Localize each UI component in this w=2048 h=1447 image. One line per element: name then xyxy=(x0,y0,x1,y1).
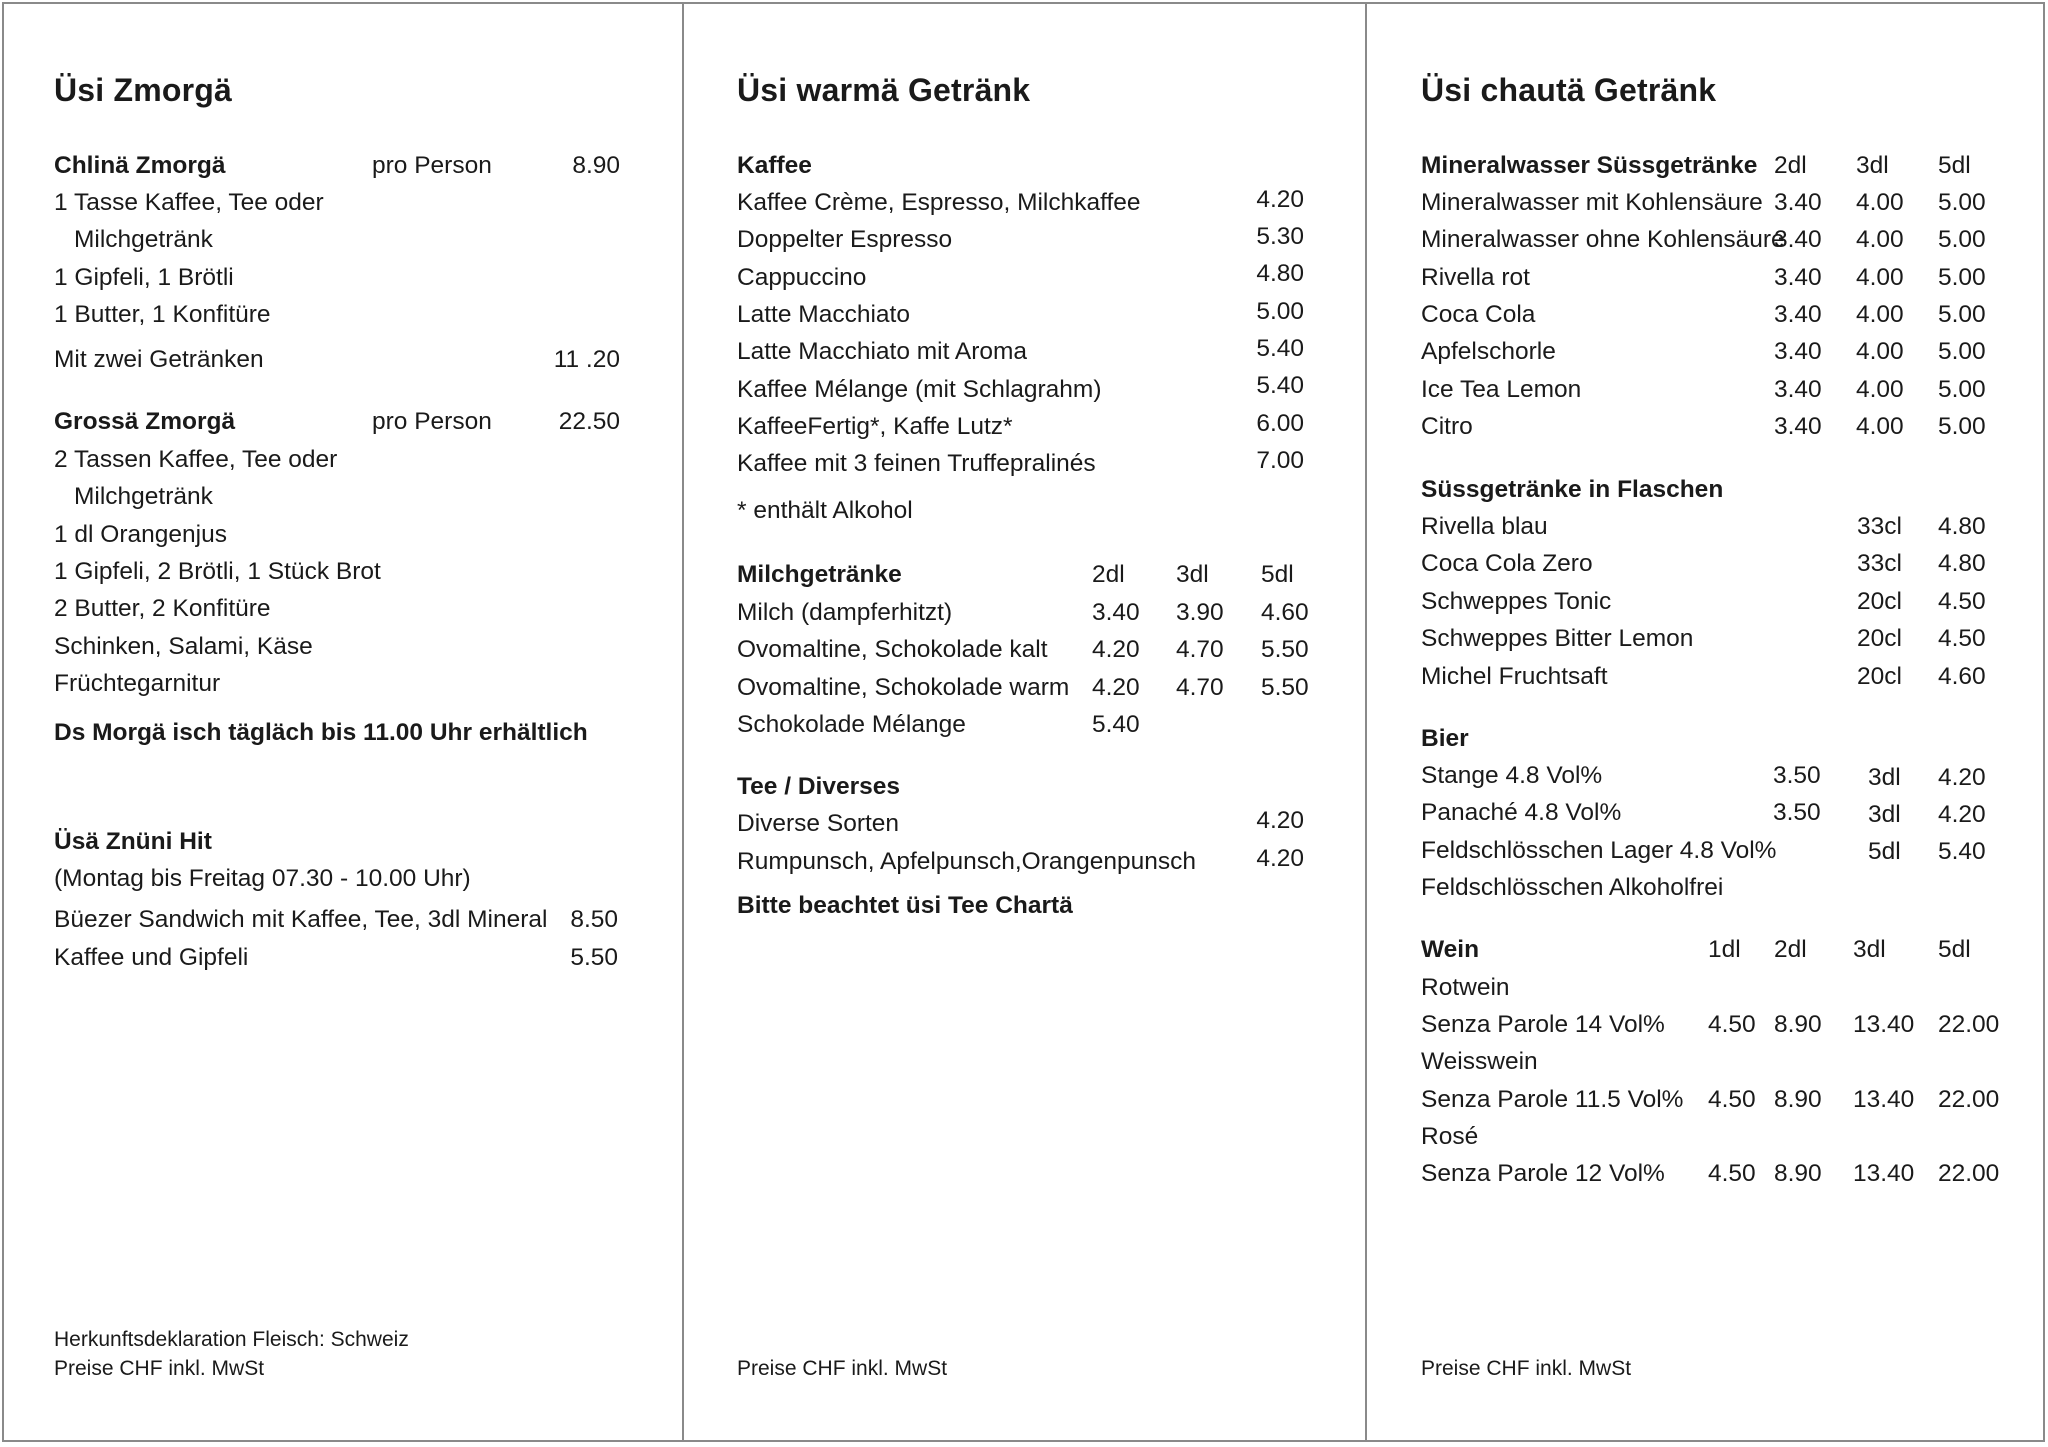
size-header: 2dl xyxy=(1774,936,1807,963)
subsection-title: Tee / Diverses xyxy=(737,773,900,800)
menu-item-name: Senza Parole 11.5 Vol% xyxy=(1421,1086,1684,1113)
menu-item-name: Senza Parole 14 Vol% xyxy=(1421,1011,1665,1038)
subsection-title: Süssgetränke in Flaschen xyxy=(1421,476,1724,503)
menu-item-price: 8.90 xyxy=(1774,1160,1822,1187)
wine-type: Weisswein xyxy=(1421,1048,1538,1075)
item-price: 22.50 xyxy=(558,408,620,435)
menu-item-price: 4.60 xyxy=(1938,663,1986,690)
menu-item-name: Doppelter Espresso xyxy=(737,226,953,253)
section-heading: Üsi Zmorgä xyxy=(54,72,233,108)
menu-item-price: 5.00 xyxy=(1938,338,1986,365)
item-line: Milchgetränk xyxy=(74,226,213,253)
menu-item-price: 7.00 xyxy=(1256,447,1304,474)
menu-item-name: Coca Cola xyxy=(1421,301,1536,328)
menu-item-price: 4.20 xyxy=(1938,764,1986,791)
menu-item-price: 3.40 xyxy=(1774,226,1822,253)
item-line: 1 Gipfeli, 1 Brötli xyxy=(54,264,234,291)
menu-item-price: 3.40 xyxy=(1774,376,1822,403)
menu-item-price: 3.40 xyxy=(1774,338,1822,365)
size-header: 5dl xyxy=(1938,936,1971,963)
menu-item-price: 5.40 xyxy=(1092,711,1140,738)
menu-item-name: Kaffee und Gipfeli xyxy=(54,944,249,971)
item-title: Grossä Zmorgä xyxy=(54,408,236,435)
menu-item-price: 13.40 xyxy=(1853,1160,1915,1187)
menu-item-name: Cappuccino xyxy=(737,264,867,291)
menu-item-price: 4.00 xyxy=(1856,376,1904,403)
menu-item-price: 4.00 xyxy=(1856,226,1904,253)
footer-line: Preise CHF inkl. MwSt xyxy=(737,1357,948,1380)
menu-item-price: 4.20 xyxy=(1256,186,1304,213)
menu-item-name: KaffeeFertig*, Kaffe Lutz* xyxy=(737,413,1013,440)
subsection-title: Mineralwasser Süssgetränke xyxy=(1421,152,1758,179)
footer-line: Preise CHF inkl. MwSt xyxy=(1421,1357,1632,1380)
menu-item-price: 4.00 xyxy=(1856,189,1904,216)
wine-type: Rotwein xyxy=(1421,974,1510,1001)
menu-item-price: 13.40 xyxy=(1853,1086,1915,1113)
size-header: 3dl xyxy=(1853,936,1886,963)
menu-item-price: 4.50 xyxy=(1938,588,1986,615)
menu-item-price: 5.50 xyxy=(1261,674,1309,701)
item-extra-label: Mit zwei Getränken xyxy=(54,346,264,373)
size-header: 5dl xyxy=(1938,152,1971,179)
menu-item-price: 5.00 xyxy=(1938,226,1986,253)
menu-item-price: 4.70 xyxy=(1176,674,1224,701)
menu-item-name: Coca Cola Zero xyxy=(1421,550,1593,577)
menu-item-price-small: 3.50 xyxy=(1773,762,1821,789)
menu-item-price: 3.40 xyxy=(1774,301,1822,328)
menu-item-price: 4.50 xyxy=(1708,1160,1756,1187)
menu-item-name: Ice Tea Lemon xyxy=(1421,376,1582,403)
menu-item-name: Latte Macchiato mit Aroma xyxy=(737,338,1028,365)
item-title: Chlinä Zmorgä xyxy=(54,152,226,179)
item-line: 1 dl Orangenjus xyxy=(54,521,227,548)
menu-item-size: 3dl xyxy=(1868,764,1901,791)
menu-item-price: 13.40 xyxy=(1853,1011,1915,1038)
menu-item-name: Ovomaltine, Schokolade kalt xyxy=(737,636,1048,663)
menu-item-size: 33cl xyxy=(1857,550,1902,577)
subsection-title: Milchgetränke xyxy=(737,561,902,588)
menu-item-name: Apfelschorle xyxy=(1421,338,1556,365)
menu-item-price: 6.00 xyxy=(1256,410,1304,437)
menu-item-price: 4.80 xyxy=(1256,260,1304,287)
menu-item-price: 5.50 xyxy=(1261,636,1309,663)
menu-item-size: 5dl xyxy=(1868,838,1901,865)
menu-item-price: 4.80 xyxy=(1938,550,1986,577)
menu-item-price: 4.70 xyxy=(1176,636,1224,663)
menu-item-price: 8.50 xyxy=(570,906,618,933)
menu-item-price: 3.40 xyxy=(1774,189,1822,216)
menu-item-size: 20cl xyxy=(1857,625,1902,652)
menu-item-name: Büezer Sandwich mit Kaffee, Tee, 3dl Mineral xyxy=(54,906,548,933)
item-line: 1 Gipfeli, 2 Brötli, 1 Stück Brot xyxy=(54,558,381,585)
footer-line: Herkunftsdeklaration Fleisch: Schweiz xyxy=(54,1328,409,1351)
menu-item-price: 3.90 xyxy=(1176,599,1224,626)
menu-item-name: Kaffee mit 3 feinen Truffepralinés xyxy=(737,450,1096,477)
menu-item-price: 4.60 xyxy=(1261,599,1309,626)
menu-item-name: Stange 4.8 Vol% xyxy=(1421,762,1603,789)
menu-item-price: 4.50 xyxy=(1708,1011,1756,1038)
menu-item-name: Kaffee Crème, Espresso, Milchkaffee xyxy=(737,189,1141,216)
section-heading: Üsi warmä Getränk xyxy=(737,72,1031,108)
menu-item-name: Ovomaltine, Schokolade warm xyxy=(737,674,1070,701)
subsection-title: Bier xyxy=(1421,725,1469,752)
menu-item-price: 4.20 xyxy=(1092,674,1140,701)
menu-item-name: Schweppes Bitter Lemon xyxy=(1421,625,1694,652)
menu-item-size: 33cl xyxy=(1857,513,1902,540)
menu-item-name: Panaché 4.8 Vol% xyxy=(1421,799,1622,826)
menu-item-price: 4.80 xyxy=(1938,513,1986,540)
menu-item-price: 4.20 xyxy=(1256,807,1304,834)
menu-item-price: 4.50 xyxy=(1708,1086,1756,1113)
menu-item-price: 22.00 xyxy=(1938,1160,2000,1187)
subsection-title: Wein xyxy=(1421,936,1480,963)
size-header: 2dl xyxy=(1774,152,1807,179)
menu-item-price: 8.90 xyxy=(1774,1086,1822,1113)
menu-item-price: 5.40 xyxy=(1256,335,1304,362)
menu-item-size: 3dl xyxy=(1868,801,1901,828)
menu-item-price-small: 3.50 xyxy=(1773,799,1821,826)
footer-line: Preise CHF inkl. MwSt xyxy=(54,1357,265,1380)
menu-item-name: Schweppes Tonic xyxy=(1421,588,1612,615)
menu-item-price: 4.20 xyxy=(1092,636,1140,663)
item-title: Üsä Znüni Hit xyxy=(54,828,212,855)
menu-item-price: 4.20 xyxy=(1256,845,1304,872)
menu-item-name: Rumpunsch, Apfelpunsch,Orangenpunsch xyxy=(737,848,1196,875)
wine-type: Rosé xyxy=(1421,1123,1479,1150)
menu-item-price: 5.00 xyxy=(1938,301,1986,328)
menu-item-price: 5.00 xyxy=(1938,413,1986,440)
menu-item-price: 5.00 xyxy=(1938,376,1986,403)
menu-item-name: Feldschlösschen Alkoholfrei xyxy=(1421,874,1724,901)
menu-item-name: Schokolade Mélange xyxy=(737,711,966,738)
size-header: 3dl xyxy=(1176,561,1209,588)
menu-item-price: 8.90 xyxy=(1774,1011,1822,1038)
size-header: 1dl xyxy=(1708,936,1741,963)
menu-item-size: 20cl xyxy=(1857,663,1902,690)
menu-item-price: 5.00 xyxy=(1256,298,1304,325)
menu-item-price: 22.00 xyxy=(1938,1086,2000,1113)
availability-notice: Ds Morgä isch tägläch bis 11.00 Uhr erhältlich xyxy=(54,719,588,746)
item-unit: pro Person xyxy=(372,408,492,435)
menu-item-price: 4.00 xyxy=(1856,338,1904,365)
item-line: 2 Butter, 2 Konfitüre xyxy=(54,595,271,622)
menu-item-price: 5.00 xyxy=(1938,189,1986,216)
item-line: Milchgetränk xyxy=(74,483,213,510)
item-line: 1 Butter, 1 Konfitüre xyxy=(54,301,271,328)
item-line: 1 Tasse Kaffee, Tee oder xyxy=(54,189,324,216)
item-subtitle: (Montag bis Freitag 07.30 - 10.00 Uhr) xyxy=(54,865,471,892)
menu-item-size: 20cl xyxy=(1857,588,1902,615)
subsection-title: Kaffee xyxy=(737,152,812,179)
menu-item-price: 4.00 xyxy=(1856,264,1904,291)
menu-item-price: 5.00 xyxy=(1938,264,1986,291)
menu-item-price: 3.40 xyxy=(1774,413,1822,440)
menu-item-price: 5.30 xyxy=(1256,223,1304,250)
menu-item-name: Milch (dampferhitzt) xyxy=(737,599,953,626)
menu-item-name: Mineralwasser ohne Kohlensäure xyxy=(1421,226,1785,253)
menu-item-name: Kaffee Mélange (mit Schlagrahm) xyxy=(737,376,1102,403)
menu-item-name: Senza Parole 12 Vol% xyxy=(1421,1160,1665,1187)
size-header: 2dl xyxy=(1092,561,1125,588)
menu-item-price: 5.40 xyxy=(1256,372,1304,399)
menu-item-price: 22.00 xyxy=(1938,1011,2000,1038)
menu-item-price: 4.50 xyxy=(1938,625,1986,652)
menu-item-price: 4.00 xyxy=(1856,301,1904,328)
item-extra-price: 11 .20 xyxy=(553,346,620,373)
item-price: 8.90 xyxy=(572,152,620,179)
menu-item-name: Rivella blau xyxy=(1421,513,1548,540)
menu-item-price: 3.40 xyxy=(1092,599,1140,626)
menu-item-name: Mineralwasser mit Kohlensäure xyxy=(1421,189,1763,216)
size-header: 5dl xyxy=(1261,561,1294,588)
item-line: Früchtegarnitur xyxy=(54,670,221,697)
menu-item-name: Latte Macchiato xyxy=(737,301,910,328)
item-line: 2 Tassen Kaffee, Tee oder xyxy=(54,446,338,473)
column-divider xyxy=(1365,4,1367,1440)
menu-item-price: 4.20 xyxy=(1938,801,1986,828)
menu-item-name: Diverse Sorten xyxy=(737,810,900,837)
column-divider xyxy=(682,4,684,1440)
menu-item-name: Rivella rot xyxy=(1421,264,1530,291)
item-line: Schinken, Salami, Käse xyxy=(54,633,313,660)
menu-item-price: 5.50 xyxy=(570,944,618,971)
menu-item-price: 5.40 xyxy=(1938,838,1986,865)
size-header: 3dl xyxy=(1856,152,1889,179)
item-unit: pro Person xyxy=(372,152,492,179)
menu-item-name: Michel Fruchtsaft xyxy=(1421,663,1608,690)
tea-menu-notice: Bitte beachtet üsi Tee Chartä xyxy=(737,892,1073,919)
menu-item-price: 3.40 xyxy=(1774,264,1822,291)
menu-item-price: 4.00 xyxy=(1856,413,1904,440)
section-heading: Üsi chautä Getränk xyxy=(1421,72,1717,108)
menu-item-name: Citro xyxy=(1421,413,1473,440)
menu-item-name: Feldschlösschen Lager 4.8 Vol% xyxy=(1421,837,1777,864)
footnote: * enthält Alkohol xyxy=(737,497,913,524)
